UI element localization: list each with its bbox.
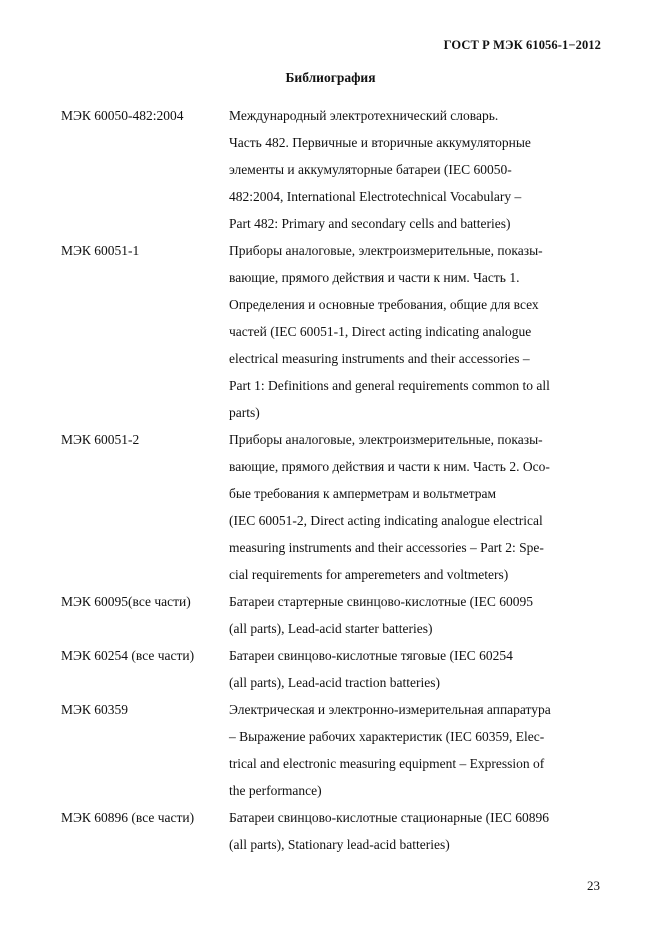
description-line: Приборы аналоговые, электроизмерительные, показы- — [229, 432, 543, 447]
description-line: Батареи стартерные свинцово-кислотные (IEC 60095 — [229, 594, 534, 609]
entry-code: МЭК 60896 (все части) — [61, 810, 195, 825]
description-line: бые требования к амперметрам и вольтметрам — [229, 486, 497, 501]
entry-description — [229, 696, 606, 804]
description-line: Part 1: Definitions and general requirements common to all — [229, 378, 550, 393]
bibliography-entry — [61, 804, 606, 858]
description-line: Часть 482. Первичные и вторичные аккумуляторные — [229, 135, 531, 150]
bibliography-entry — [61, 696, 606, 804]
description-line: parts) — [229, 405, 260, 420]
entry-description — [229, 588, 606, 642]
description-line: Приборы аналоговые, электроизмерительные, показы- — [229, 243, 543, 258]
bibliography-entry — [61, 426, 606, 588]
description-line: Международный электротехнический словарь. — [229, 108, 499, 123]
bibliography-list — [61, 102, 606, 858]
description-line: measuring instruments and their accessories – Part 2: Spe- — [229, 540, 544, 555]
entry-description — [229, 426, 606, 588]
entry-code: МЭК 60050-482:2004 — [61, 108, 184, 123]
entry-code: МЭК 60254 (все части) — [61, 648, 195, 663]
description-line: частей (IEC 60051-1, Direct acting indicating analogue — [229, 324, 532, 339]
description-line: Батареи свинцово-кислотные тяговые (IEC 60254 — [229, 648, 513, 663]
description-line: (all parts), Lead-acid starter batteries) — [229, 621, 433, 636]
description-line: Определения и основные требования, общие для всех — [229, 297, 539, 312]
description-line: 482:2004, International Electrotechnical Vocabulary – — [229, 189, 522, 204]
description-line: элементы и аккумуляторные батареи (IEC 60050- — [229, 162, 512, 177]
description-line: the performance) — [229, 783, 322, 798]
bibliography-entry — [61, 642, 606, 696]
entry-description — [229, 102, 606, 237]
bibliography-entry — [61, 588, 606, 642]
bibliography-entry — [61, 237, 606, 426]
description-line: – Выражение рабочих характеристик (IEC 60359, Elec- — [229, 729, 545, 744]
entry-code: МЭК 60095(все части) — [61, 594, 191, 609]
description-line: Part 482: Primary and secondary cells and batteries) — [229, 216, 511, 231]
description-line: (IEC 60051-2, Direct acting indicating analogue electrical — [229, 513, 543, 528]
description-line: (all parts), Lead-acid traction batteries) — [229, 675, 441, 690]
description-line: Электрическая и электронно-измерительная аппаратура — [229, 702, 551, 717]
entry-description — [229, 642, 606, 696]
entry-description — [229, 804, 606, 858]
description-line: вающие, прямого действия и части к ним. Часть 2. Осо- — [229, 459, 550, 474]
entry-description — [229, 237, 606, 426]
description-line: electrical measuring instruments and their accessories – — [229, 351, 530, 366]
entry-code: МЭК 60359 — [61, 702, 129, 717]
entry-code: МЭК 60051-2 — [61, 432, 140, 447]
entry-code: МЭК 60051-1 — [61, 243, 140, 258]
description-line: (all parts), Stationary lead-acid batteries) — [229, 837, 450, 852]
page-number: 23 — [587, 878, 600, 893]
bibliography-entry — [61, 102, 606, 237]
description-line: Батареи свинцово-кислотные стационарные (IEC 60896 — [229, 810, 549, 825]
description-line: cial requirements for amperemeters and voltmeters) — [229, 567, 509, 582]
page-title: Библиография — [285, 70, 376, 85]
description-line: trical and electronic measuring equipment – Expression of — [229, 756, 545, 771]
description-line: вающие, прямого действия и части к ним. Часть 1. — [229, 270, 520, 285]
document-header: ГОСТ Р МЭК 61056-1−2012 — [443, 38, 601, 52]
